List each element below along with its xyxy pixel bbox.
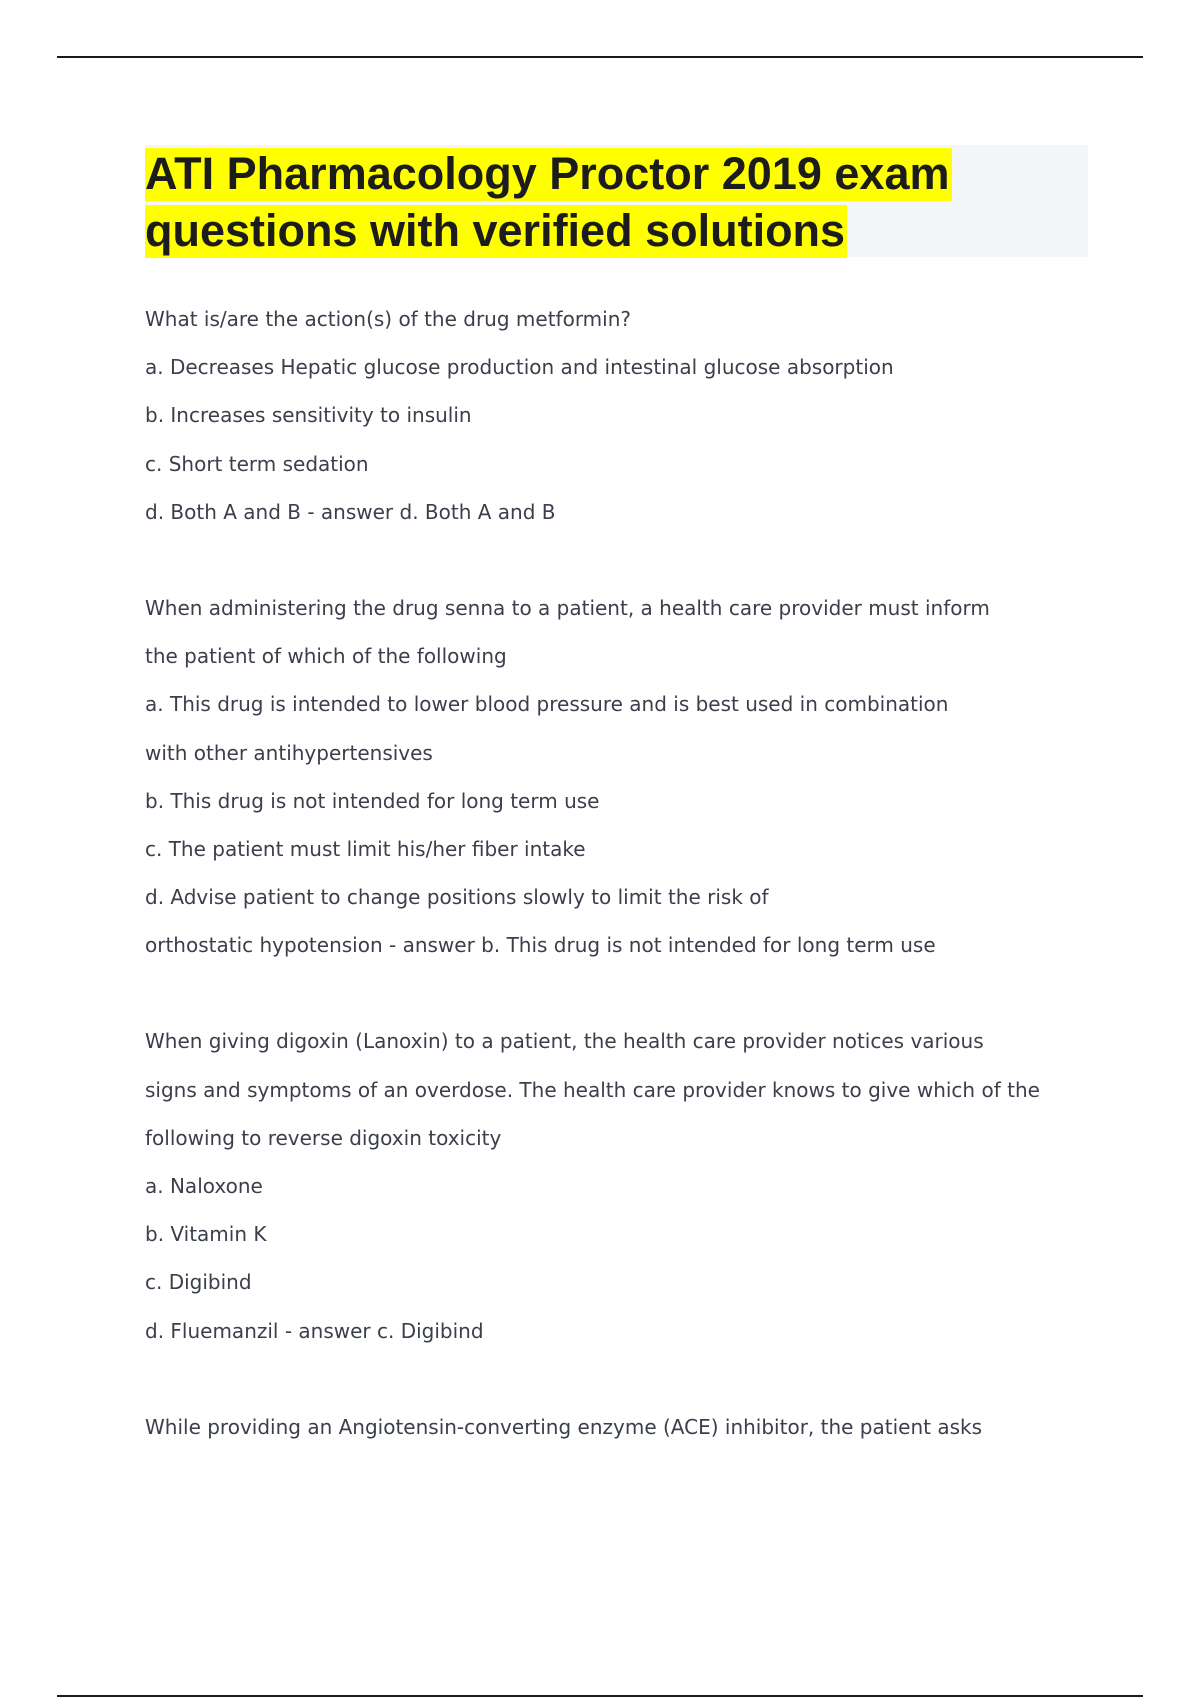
answer-option-with-key: d. Fluemanzil - answer c. Digibind (145, 1318, 484, 1343)
answer-option-with-key: d. Both A and B - answer d. Both A and B (145, 499, 556, 524)
answer-option: b. Increases sensitivity to insulin (145, 403, 472, 428)
answer-option-with-key: orthostatic hypotension - answer b. This drug is not intended for long term use (145, 933, 936, 958)
answer-option: c. Digibind (145, 1270, 252, 1295)
answer-option: b. Vitamin K (145, 1222, 267, 1247)
answer-option: a. This drug is intended to lower blood pressure and is best used in combination (145, 692, 949, 717)
top-rule (57, 56, 1143, 58)
question-block (145, 1021, 1045, 1358)
question-block (145, 299, 1045, 540)
question-stem: When administering the drug senna to a patient, a health care provider must inform (145, 595, 990, 620)
answer-option: d. Advise patient to change positions slowly to limit the risk of (145, 885, 769, 910)
question-stem: When giving digoxin (Lanoxin) to a patient, the health care provider notices various (145, 1029, 984, 1054)
answer-option: c. The patient must limit his/her fiber intake (145, 836, 586, 861)
question-stem: While providing an Angiotensin-converting enzyme (ACE) inhibitor, the patient asks (145, 1414, 983, 1439)
question-block (145, 588, 1045, 974)
spacer (145, 1359, 1045, 1407)
question-stem-continued: signs and symptoms of an overdose. The health care provider knows to give which of the (145, 1077, 1040, 1102)
document-title (145, 145, 1088, 259)
answer-option: a. Decreases Hepatic glucose production and intestinal glucose absorption (145, 355, 894, 380)
answer-option: b. This drug is not intended for long term use (145, 788, 600, 813)
title-block (145, 145, 1088, 257)
spacer (145, 973, 1045, 1021)
question-block (145, 1407, 1045, 1455)
answer-option: a. Naloxone (145, 1174, 263, 1198)
bottom-rule (57, 1695, 1143, 1697)
question-stem-continued: the patient of which of the following (145, 644, 507, 669)
question-stem: What is/are the action(s) of the drug metformin? (145, 307, 632, 331)
question-stem-continued: following to reverse digoxin toxicity (145, 1125, 502, 1150)
title-highlight: ATI Pharmacology Proctor 2019 exam questions with verified solutions (145, 148, 950, 256)
answer-option: c. Short term sedation (145, 451, 369, 476)
spacer (145, 540, 1045, 588)
answer-option-continued: with other antihypertensives (145, 740, 433, 765)
questions-container (145, 299, 1045, 1455)
